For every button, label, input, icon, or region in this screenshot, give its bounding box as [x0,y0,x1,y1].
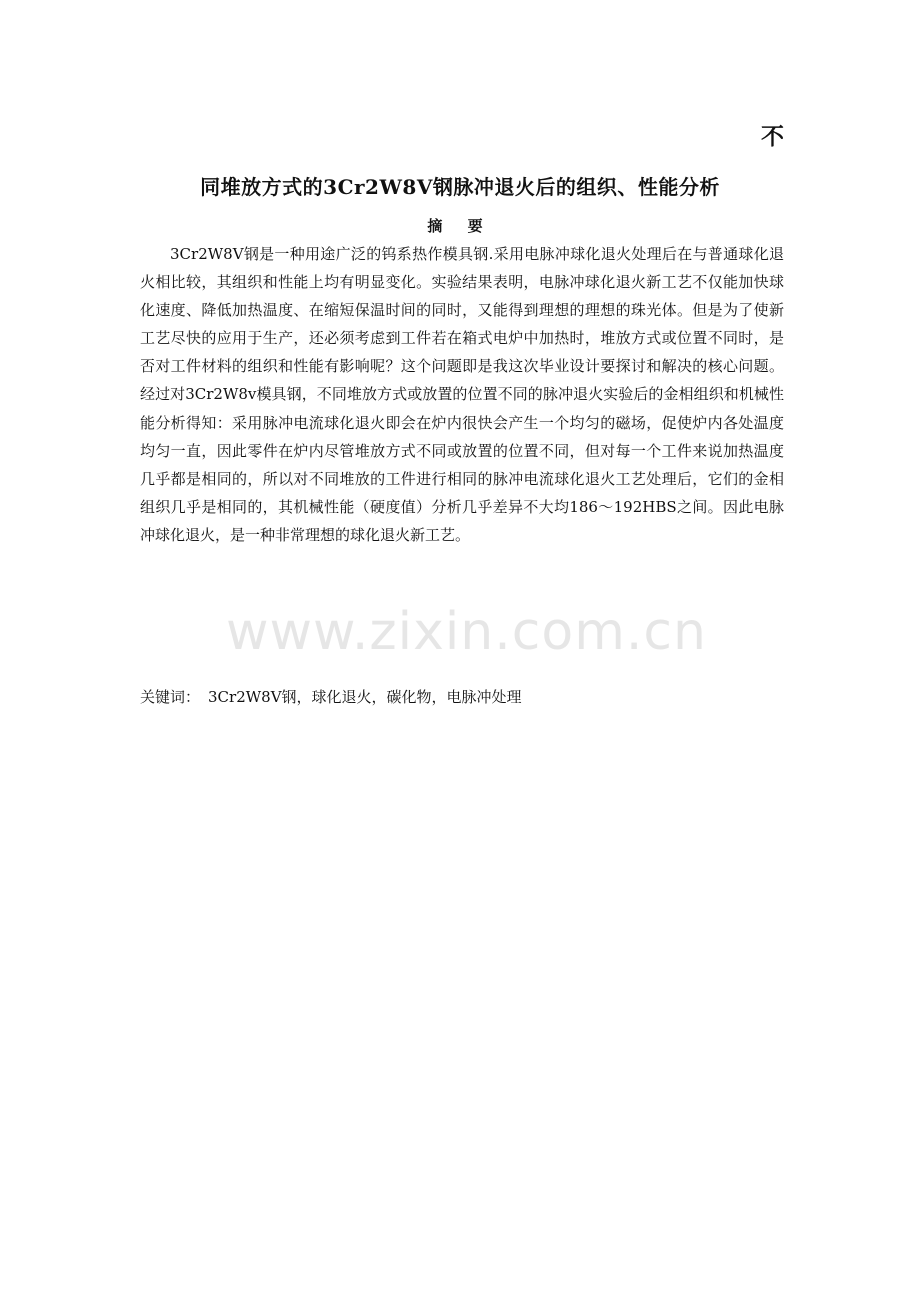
watermark: www.zixin.com.cn [226,602,707,662]
abstract-heading: 摘 要 [427,217,493,235]
title-fragment: 不 [761,123,784,150]
keywords-text: 3Cr2W8V钢，球化退火，碳化物，电脉冲处理 [208,688,522,706]
keywords-line [140,684,784,710]
abstract-body: 3Cr2W8V钢是一种用途广泛的钨系热作模具钢.采用电脉冲球化退火处理后在与普通球化退火相比较，其组织和性能上均有明显变化。实验结果表明，电脉冲球化退火新工艺不仅能加快球化速度、降低加热温度、在缩短保温时间的同时，又能得到理想的理想的珠光体。但是为了使新工艺尽快的应用于生产，还必须考虑到工件若在箱式电炉中加热时，堆放方式或位置不同时，是否对工件材料的组织和性能有影响呢？这个问题即是我这次毕业设计要探讨和解决的核心问题。经过对3Cr2W8v模具钢，不同堆放方式或放置的位置不同的脉冲退火实验后的金相组织和机械性能分析得知：采用脉冲电流球化退火即会在炉内很快会产生一个均匀的磁场，促使炉内各处温度均匀一直，因此零件在炉内尽管堆放方式不同或放置的位置不同，但对每一个工件来说加热温度几乎都是相同的，所以对不同堆放的工件进行相同的脉冲电流球化退火工艺处理后，它们的金相组织几乎是相同的，其机械性能（硬度值）分析几乎差异不大均186～192HBS之间。因此电脉冲球化退火，是一种非常理想的球化退火新工艺。 [140,245,784,544]
keywords-label: 关键词： [140,688,201,706]
page-title: 同堆放方式的3Cr2W8V钢脉冲退火后的组织、性能分析 [200,175,720,199]
